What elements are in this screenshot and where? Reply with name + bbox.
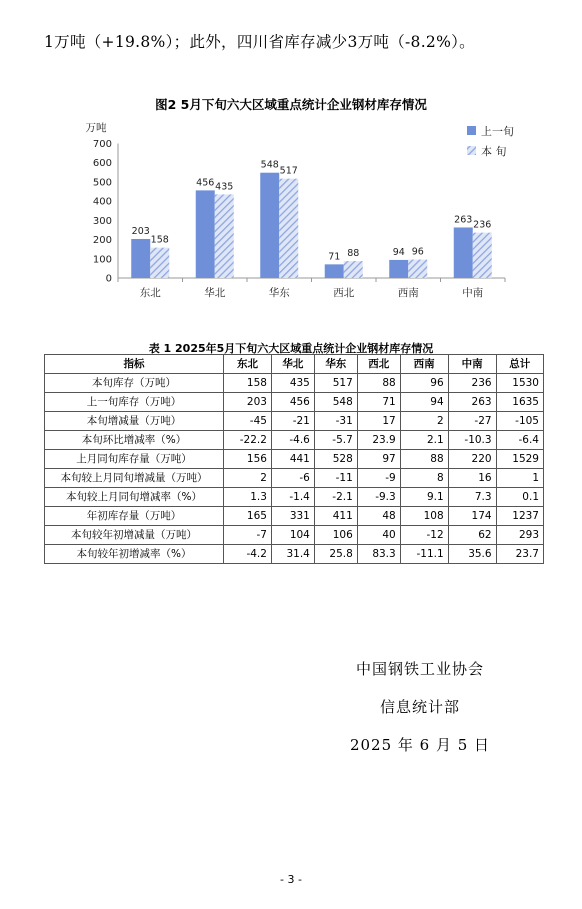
table-cell: 517 xyxy=(314,374,357,393)
table-cell: 174 xyxy=(448,507,496,526)
table-cell: 220 xyxy=(448,450,496,469)
table-cell: 263 xyxy=(448,393,496,412)
data-label: 203 xyxy=(131,225,150,237)
header-xinan: 西南 xyxy=(400,355,448,374)
x-tick-label: 华东 xyxy=(268,287,290,299)
table-row xyxy=(45,469,544,488)
table-cell: 16 xyxy=(448,469,496,488)
table-cell: -105 xyxy=(496,412,543,431)
data-label: 548 xyxy=(260,159,279,171)
table-row xyxy=(45,545,544,564)
row-label: 上月同旬库存量（万吨） xyxy=(45,450,224,469)
y-tick-label: 100 xyxy=(92,254,112,266)
table-header-row xyxy=(45,355,544,374)
row-label: 上一旬库存（万吨） xyxy=(45,393,224,412)
table-cell: 48 xyxy=(357,507,400,526)
table-cell: 25.8 xyxy=(314,545,357,564)
table-cell: 548 xyxy=(314,393,357,412)
table-cell: 8 xyxy=(400,469,448,488)
bar-previous xyxy=(325,264,344,278)
table-cell: 88 xyxy=(400,450,448,469)
table-cell: 165 xyxy=(224,507,272,526)
table-cell: 528 xyxy=(314,450,357,469)
table-cell: 106 xyxy=(314,526,357,545)
row-label: 本旬较上月同旬增减率（%） xyxy=(45,488,224,507)
table-cell: -9.3 xyxy=(357,488,400,507)
row-label: 本旬环比增减率（%） xyxy=(45,431,224,450)
table-cell: 2 xyxy=(400,412,448,431)
inventory-table xyxy=(44,354,544,564)
x-tick-label: 华北 xyxy=(204,287,226,299)
table-cell: -10.3 xyxy=(448,431,496,450)
table-cell: -9 xyxy=(357,469,400,488)
table-cell: -6 xyxy=(271,469,314,488)
figure-title: 图2 5月下旬六大区域重点统计企业钢材库存情况 xyxy=(155,97,427,112)
table-cell: 203 xyxy=(224,393,272,412)
data-label: 71 xyxy=(328,251,341,263)
table-cell: 88 xyxy=(357,374,400,393)
legend-label: 上一旬 xyxy=(481,125,514,138)
table-cell: -31 xyxy=(314,412,357,431)
data-label: 96 xyxy=(411,246,424,258)
table-title: 表 1 2025年5月下旬六大区域重点统计企业钢材库存情况 xyxy=(148,342,434,355)
table-cell: -6.4 xyxy=(496,431,543,450)
table-cell: -22.2 xyxy=(224,431,272,450)
x-tick-label: 西南 xyxy=(397,287,419,299)
table-cell: 96 xyxy=(400,374,448,393)
data-label: 263 xyxy=(454,214,473,226)
bar-current xyxy=(473,233,492,278)
header-zhongnan: 中南 xyxy=(448,355,496,374)
bar-previous xyxy=(196,190,215,278)
table-cell: 456 xyxy=(271,393,314,412)
table-cell: 435 xyxy=(271,374,314,393)
bar-current xyxy=(344,261,363,278)
table-cell: -7 xyxy=(224,526,272,545)
table-cell: 108 xyxy=(400,507,448,526)
header-xibei: 西北 xyxy=(357,355,400,374)
table-cell: 1237 xyxy=(496,507,543,526)
table-cell: 104 xyxy=(271,526,314,545)
header-total: 总计 xyxy=(496,355,543,374)
table-cell: 2.1 xyxy=(400,431,448,450)
table-cell: 17 xyxy=(357,412,400,431)
table-cell: 94 xyxy=(400,393,448,412)
table-row xyxy=(45,431,544,450)
y-tick-label: 400 xyxy=(92,196,112,208)
table-row xyxy=(45,507,544,526)
row-label: 本旬较年初增减率（%） xyxy=(45,545,224,564)
table-cell: 35.6 xyxy=(448,545,496,564)
y-unit-label: 万吨 xyxy=(85,122,107,134)
table-row xyxy=(45,526,544,545)
table-row xyxy=(45,450,544,469)
table-cell: 9.1 xyxy=(400,488,448,507)
table-cell: 441 xyxy=(271,450,314,469)
table-cell: -21 xyxy=(271,412,314,431)
bar-previous xyxy=(260,173,279,278)
table-cell: 1.3 xyxy=(224,488,272,507)
x-tick-label: 中南 xyxy=(462,287,484,299)
bar-previous xyxy=(131,239,150,278)
table-cell: 1530 xyxy=(496,374,543,393)
page-number: - 3 - xyxy=(280,873,302,886)
table-cell: 158 xyxy=(224,374,272,393)
row-label: 本旬增减量（万吨） xyxy=(45,412,224,431)
row-label: 本旬库存（万吨） xyxy=(45,374,224,393)
signature-dept: 信息统计部 xyxy=(379,698,460,716)
table-cell: 1529 xyxy=(496,450,543,469)
table-cell: 7.3 xyxy=(448,488,496,507)
table-cell: -2.1 xyxy=(314,488,357,507)
y-tick-label: 0 xyxy=(105,273,112,285)
table-cell: -4.2 xyxy=(224,545,272,564)
table-cell: 331 xyxy=(271,507,314,526)
table-cell: 156 xyxy=(224,450,272,469)
table-cell: -1.4 xyxy=(271,488,314,507)
row-label: 年初库存量（万吨） xyxy=(45,507,224,526)
data-label: 94 xyxy=(392,246,405,258)
data-label: 435 xyxy=(215,181,234,193)
table-cell: 31.4 xyxy=(271,545,314,564)
table-row xyxy=(45,374,544,393)
data-label: 236 xyxy=(473,219,492,231)
table-cell: -5.7 xyxy=(314,431,357,450)
bar-current xyxy=(215,194,234,278)
table-cell: -12 xyxy=(400,526,448,545)
data-label: 456 xyxy=(196,177,215,189)
table-row xyxy=(45,412,544,431)
bar-current xyxy=(408,260,427,278)
row-label: 本旬较上月同旬增减量（万吨） xyxy=(45,469,224,488)
table-cell: -11.1 xyxy=(400,545,448,564)
y-tick-label: 700 xyxy=(92,139,112,150)
table-cell: 293 xyxy=(496,526,543,545)
table-cell: 83.3 xyxy=(357,545,400,564)
bar-current xyxy=(150,248,169,278)
table-cell: 62 xyxy=(448,526,496,545)
x-tick-label: 西北 xyxy=(333,287,355,299)
table-cell: 1 xyxy=(496,469,543,488)
table-cell: 236 xyxy=(448,374,496,393)
bar-previous xyxy=(454,227,473,278)
data-label: 517 xyxy=(279,165,298,177)
header-huabei: 华北 xyxy=(271,355,314,374)
bar-chart xyxy=(0,110,582,310)
table-cell: 71 xyxy=(357,393,400,412)
header-indicator: 指标 xyxy=(45,355,224,374)
table-cell: -4.6 xyxy=(271,431,314,450)
table-cell: 23.9 xyxy=(357,431,400,450)
signature-date: 2025 年 6 月 5 日 xyxy=(349,736,491,754)
y-tick-label: 300 xyxy=(92,215,112,227)
y-tick-label: 500 xyxy=(92,177,112,189)
legend-swatch xyxy=(467,126,476,135)
header-huadong: 华东 xyxy=(314,355,357,374)
y-tick-label: 200 xyxy=(92,235,112,247)
table-cell: 23.7 xyxy=(496,545,543,564)
header-dongbei: 东北 xyxy=(224,355,272,374)
table-cell: -27 xyxy=(448,412,496,431)
table-cell: 97 xyxy=(357,450,400,469)
table-cell: -45 xyxy=(224,412,272,431)
table-cell: 40 xyxy=(357,526,400,545)
x-tick-label: 东北 xyxy=(139,287,161,299)
table-cell: 411 xyxy=(314,507,357,526)
table-cell: 0.1 xyxy=(496,488,543,507)
legend-swatch xyxy=(467,146,476,155)
data-label: 88 xyxy=(347,248,360,260)
signature-org: 中国钢铁工业协会 xyxy=(355,660,484,678)
table-cell: -11 xyxy=(314,469,357,488)
intro-paragraph: 1万吨（+19.8%）；此外，四川省库存减少3万吨（-8.2%）。 xyxy=(44,33,475,51)
table-cell: 1635 xyxy=(496,393,543,412)
table-cell: 2 xyxy=(224,469,272,488)
legend-label: 本 旬 xyxy=(481,145,507,158)
table-row xyxy=(45,393,544,412)
y-tick-label: 600 xyxy=(92,158,112,170)
data-label: 158 xyxy=(150,234,169,246)
bar-current xyxy=(279,179,298,278)
bar-previous xyxy=(389,260,408,278)
table-row xyxy=(45,488,544,507)
row-label: 本旬较年初增减量（万吨） xyxy=(45,526,224,545)
